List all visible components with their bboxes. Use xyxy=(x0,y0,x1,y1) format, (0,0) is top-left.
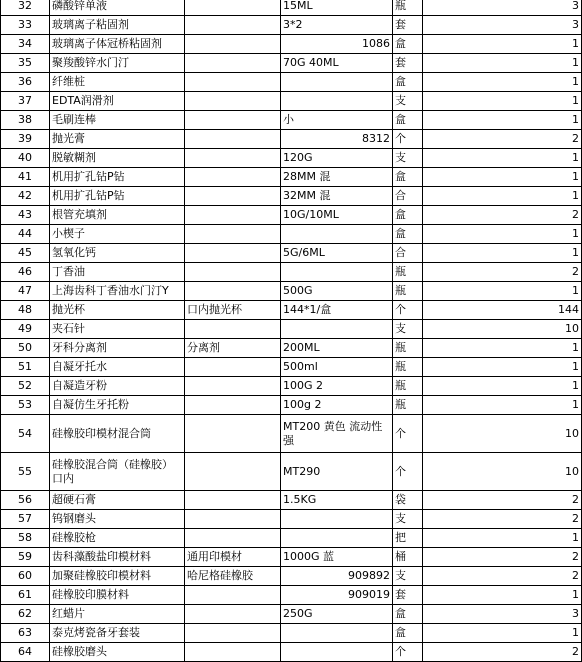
item-name-cell[interactable]: 齿科藻酸盐印模材料 xyxy=(50,548,185,567)
unit-cell[interactable]: 个 xyxy=(393,415,423,453)
package-cell[interactable]: 1086 xyxy=(281,35,393,54)
spec-cell[interactable] xyxy=(185,586,281,605)
table-row[interactable] xyxy=(1,510,582,529)
table-row[interactable] xyxy=(1,263,582,282)
package-cell[interactable] xyxy=(281,643,393,662)
unit-cell[interactable]: 套 xyxy=(393,586,423,605)
item-name-cell[interactable]: 玻璃离子粘固剂 xyxy=(50,16,185,35)
spec-cell[interactable] xyxy=(185,92,281,111)
row-number-cell[interactable]: 46 xyxy=(1,263,50,282)
row-number-cell[interactable]: 56 xyxy=(1,491,50,510)
unit-cell[interactable]: 盒 xyxy=(393,168,423,187)
package-cell[interactable]: 144*1/盒 xyxy=(281,301,393,320)
row-number-cell[interactable]: 52 xyxy=(1,377,50,396)
table-row[interactable] xyxy=(1,605,582,624)
unit-cell[interactable]: 瓶 xyxy=(393,282,423,301)
item-name-cell[interactable]: 自凝牙托水 xyxy=(50,358,185,377)
item-name-cell[interactable]: 脱敏糊剂 xyxy=(50,149,185,168)
package-cell[interactable]: 1000G 蓝 xyxy=(281,548,393,567)
table-row[interactable] xyxy=(1,586,582,605)
package-cell[interactable]: 5G/6ML xyxy=(281,244,393,263)
unit-cell[interactable]: 瓶 xyxy=(393,396,423,415)
spec-cell[interactable]: 哈尼格硅橡胶 xyxy=(185,567,281,586)
row-number-cell[interactable]: 36 xyxy=(1,73,50,92)
unit-cell[interactable]: 袋 xyxy=(393,491,423,510)
spec-cell[interactable] xyxy=(185,187,281,206)
table-row[interactable] xyxy=(1,16,582,35)
quantity-cell[interactable]: 1 xyxy=(423,244,582,263)
package-cell[interactable] xyxy=(281,320,393,339)
spec-cell[interactable] xyxy=(185,491,281,510)
table-row[interactable] xyxy=(1,130,582,149)
row-number-cell[interactable]: 43 xyxy=(1,206,50,225)
package-cell[interactable]: 500ml xyxy=(281,358,393,377)
row-number-cell[interactable]: 49 xyxy=(1,320,50,339)
table-row[interactable] xyxy=(1,643,582,662)
spec-cell[interactable] xyxy=(185,130,281,149)
table-row[interactable] xyxy=(1,149,582,168)
item-name-cell[interactable]: 硅橡胶混合筒（硅橡胶）口内 xyxy=(50,453,185,491)
package-cell[interactable] xyxy=(281,624,393,643)
row-number-cell[interactable]: 61 xyxy=(1,586,50,605)
row-number-cell[interactable]: 44 xyxy=(1,225,50,244)
item-name-cell[interactable]: 磷酸锌单液 xyxy=(50,0,185,16)
quantity-cell[interactable]: 2 xyxy=(423,510,582,529)
item-name-cell[interactable]: 夹石针 xyxy=(50,320,185,339)
spec-cell[interactable] xyxy=(185,529,281,548)
table-row[interactable] xyxy=(1,491,582,510)
package-cell[interactable] xyxy=(281,225,393,244)
quantity-cell[interactable]: 1 xyxy=(423,35,582,54)
row-number-cell[interactable]: 47 xyxy=(1,282,50,301)
row-number-cell[interactable]: 55 xyxy=(1,453,50,491)
spec-cell[interactable]: 口内抛光杯 xyxy=(185,301,281,320)
item-name-cell[interactable]: 自凝造牙粉 xyxy=(50,377,185,396)
table-row[interactable] xyxy=(1,225,582,244)
row-number-cell[interactable]: 64 xyxy=(1,643,50,662)
quantity-cell[interactable]: 1 xyxy=(423,168,582,187)
package-cell[interactable]: 200ML xyxy=(281,339,393,358)
table-row[interactable] xyxy=(1,206,582,225)
table-row[interactable] xyxy=(1,567,582,586)
spec-cell[interactable] xyxy=(185,35,281,54)
item-name-cell[interactable]: 钨钢磨头 xyxy=(50,510,185,529)
row-number-cell[interactable]: 48 xyxy=(1,301,50,320)
item-name-cell[interactable]: 上海齿科丁香油水门汀Y xyxy=(50,282,185,301)
package-cell[interactable]: 909892 xyxy=(281,567,393,586)
row-number-cell[interactable]: 40 xyxy=(1,149,50,168)
spec-cell[interactable] xyxy=(185,415,281,453)
spec-cell[interactable]: 通用印模材 xyxy=(185,548,281,567)
spec-cell[interactable] xyxy=(185,73,281,92)
package-cell[interactable] xyxy=(281,73,393,92)
package-cell[interactable]: 500G xyxy=(281,282,393,301)
package-cell[interactable]: 10G/10ML xyxy=(281,206,393,225)
package-cell[interactable]: 3*2 xyxy=(281,16,393,35)
unit-cell[interactable]: 瓶 xyxy=(393,263,423,282)
unit-cell[interactable]: 套 xyxy=(393,16,423,35)
row-number-cell[interactable]: 45 xyxy=(1,244,50,263)
quantity-cell[interactable]: 144 xyxy=(423,301,582,320)
quantity-cell[interactable]: 1 xyxy=(423,54,582,73)
item-name-cell[interactable]: 纤维桩 xyxy=(50,73,185,92)
table-row[interactable] xyxy=(1,396,582,415)
quantity-cell[interactable]: 2 xyxy=(423,548,582,567)
unit-cell[interactable]: 支 xyxy=(393,567,423,586)
spec-cell[interactable] xyxy=(185,396,281,415)
quantity-cell[interactable]: 1 xyxy=(423,187,582,206)
item-name-cell[interactable]: 硅橡胶枪 xyxy=(50,529,185,548)
table-row[interactable] xyxy=(1,624,582,643)
unit-cell[interactable]: 盒 xyxy=(393,73,423,92)
package-cell[interactable] xyxy=(281,92,393,111)
spec-cell[interactable] xyxy=(185,16,281,35)
package-cell[interactable]: 8312 xyxy=(281,130,393,149)
table-row[interactable] xyxy=(1,548,582,567)
row-number-cell[interactable]: 32 xyxy=(1,0,50,16)
quantity-cell[interactable]: 2 xyxy=(423,491,582,510)
spec-cell[interactable] xyxy=(185,168,281,187)
package-cell[interactable]: 32MM 混 xyxy=(281,187,393,206)
row-number-cell[interactable]: 34 xyxy=(1,35,50,54)
unit-cell[interactable]: 个 xyxy=(393,130,423,149)
row-number-cell[interactable]: 57 xyxy=(1,510,50,529)
table-row[interactable] xyxy=(1,244,582,263)
table-row[interactable] xyxy=(1,187,582,206)
spec-cell[interactable] xyxy=(185,0,281,16)
unit-cell[interactable]: 支 xyxy=(393,149,423,168)
package-cell[interactable]: 909019 xyxy=(281,586,393,605)
unit-cell[interactable]: 瓶 xyxy=(393,377,423,396)
row-number-cell[interactable]: 62 xyxy=(1,605,50,624)
row-number-cell[interactable]: 53 xyxy=(1,396,50,415)
spec-cell[interactable] xyxy=(185,605,281,624)
item-name-cell[interactable]: 泰克烤瓷备牙套装 xyxy=(50,624,185,643)
unit-cell[interactable]: 盒 xyxy=(393,35,423,54)
item-name-cell[interactable]: 硅橡胶印模材混合筒 xyxy=(50,415,185,453)
spec-cell[interactable] xyxy=(185,282,281,301)
unit-cell[interactable]: 合 xyxy=(393,187,423,206)
unit-cell[interactable]: 盒 xyxy=(393,624,423,643)
quantity-cell[interactable]: 1 xyxy=(423,358,582,377)
unit-cell[interactable]: 瓶 xyxy=(393,339,423,358)
item-name-cell[interactable]: 红蜡片 xyxy=(50,605,185,624)
spec-cell[interactable] xyxy=(185,320,281,339)
quantity-cell[interactable]: 2 xyxy=(423,643,582,662)
item-name-cell[interactable]: 毛刷连棒 xyxy=(50,111,185,130)
table-row[interactable] xyxy=(1,415,582,453)
row-number-cell[interactable]: 51 xyxy=(1,358,50,377)
unit-cell[interactable]: 个 xyxy=(393,301,423,320)
package-cell[interactable]: MT200 黄色 流动性强 xyxy=(281,415,393,453)
spec-cell[interactable] xyxy=(185,54,281,73)
package-cell[interactable]: 250G xyxy=(281,605,393,624)
item-name-cell[interactable]: 氢氧化钙 xyxy=(50,244,185,263)
unit-cell[interactable]: 套 xyxy=(393,54,423,73)
quantity-cell[interactable]: 10 xyxy=(423,415,582,453)
unit-cell[interactable]: 把 xyxy=(393,529,423,548)
unit-cell[interactable]: 瓶 xyxy=(393,0,423,16)
quantity-cell[interactable]: 1 xyxy=(423,149,582,168)
quantity-cell[interactable]: 1 xyxy=(423,586,582,605)
table-row[interactable] xyxy=(1,168,582,187)
spec-cell[interactable] xyxy=(185,225,281,244)
table-row[interactable] xyxy=(1,320,582,339)
spec-cell[interactable] xyxy=(185,510,281,529)
package-cell[interactable]: MT290 xyxy=(281,453,393,491)
table-row[interactable] xyxy=(1,0,582,16)
package-cell[interactable]: 100G 2 xyxy=(281,377,393,396)
item-name-cell[interactable]: 玻璃离子体冠桥粘固剂 xyxy=(50,35,185,54)
table-row[interactable] xyxy=(1,54,582,73)
row-number-cell[interactable]: 63 xyxy=(1,624,50,643)
quantity-cell[interactable]: 1 xyxy=(423,225,582,244)
table-row[interactable] xyxy=(1,377,582,396)
table-body xyxy=(1,0,582,662)
table-row[interactable] xyxy=(1,73,582,92)
quantity-cell[interactable]: 2 xyxy=(423,567,582,586)
row-number-cell[interactable]: 39 xyxy=(1,130,50,149)
item-name-cell[interactable]: 加聚硅橡胶印模材料 xyxy=(50,567,185,586)
quantity-cell[interactable]: 2 xyxy=(423,263,582,282)
quantity-cell[interactable]: 3 xyxy=(423,605,582,624)
table-row[interactable] xyxy=(1,358,582,377)
item-name-cell[interactable]: 丁香油 xyxy=(50,263,185,282)
item-name-cell[interactable]: 牙科分离剂 xyxy=(50,339,185,358)
table-row[interactable] xyxy=(1,92,582,111)
item-name-cell[interactable]: 聚羧酸锌水门汀 xyxy=(50,54,185,73)
unit-cell[interactable]: 合 xyxy=(393,244,423,263)
unit-cell[interactable]: 支 xyxy=(393,510,423,529)
quantity-cell[interactable]: 1 xyxy=(423,282,582,301)
quantity-cell[interactable]: 2 xyxy=(423,206,582,225)
unit-cell[interactable]: 盒 xyxy=(393,111,423,130)
unit-cell[interactable]: 盒 xyxy=(393,206,423,225)
quantity-cell[interactable]: 10 xyxy=(423,453,582,491)
spec-cell[interactable] xyxy=(185,149,281,168)
item-name-cell[interactable]: 自凝仿生牙托粉 xyxy=(50,396,185,415)
package-cell[interactable]: 100g 2 xyxy=(281,396,393,415)
quantity-cell[interactable]: 1 xyxy=(423,396,582,415)
table-row[interactable] xyxy=(1,35,582,54)
item-name-cell[interactable]: 抛光杯 xyxy=(50,301,185,320)
package-cell[interactable] xyxy=(281,263,393,282)
quantity-cell[interactable]: 3 xyxy=(423,16,582,35)
quantity-cell[interactable]: 1 xyxy=(423,92,582,111)
item-name-cell[interactable]: 硅橡胶磨头 xyxy=(50,643,185,662)
quantity-cell[interactable]: 3 xyxy=(423,0,582,16)
table-row[interactable] xyxy=(1,282,582,301)
quantity-cell[interactable]: 1 xyxy=(423,111,582,130)
item-name-cell[interactable]: 抛光膏 xyxy=(50,130,185,149)
item-name-cell[interactable]: 机用扩孔钻P钻 xyxy=(50,168,185,187)
item-name-cell[interactable]: 超硬石膏 xyxy=(50,491,185,510)
row-number-cell[interactable]: 41 xyxy=(1,168,50,187)
package-cell[interactable] xyxy=(281,510,393,529)
spec-cell[interactable] xyxy=(185,624,281,643)
spec-cell[interactable] xyxy=(185,206,281,225)
quantity-cell[interactable]: 1 xyxy=(423,377,582,396)
row-number-cell[interactable]: 37 xyxy=(1,92,50,111)
unit-cell[interactable]: 支 xyxy=(393,320,423,339)
spec-cell[interactable] xyxy=(185,453,281,491)
item-name-cell[interactable]: 机用扩孔钻P钻 xyxy=(50,187,185,206)
package-cell[interactable]: 1.5KG xyxy=(281,491,393,510)
row-number-cell[interactable]: 50 xyxy=(1,339,50,358)
quantity-cell[interactable]: 1 xyxy=(423,624,582,643)
table-row[interactable] xyxy=(1,301,582,320)
unit-cell[interactable]: 个 xyxy=(393,453,423,491)
unit-cell[interactable]: 瓶 xyxy=(393,358,423,377)
row-number-cell[interactable]: 54 xyxy=(1,415,50,453)
table-row[interactable] xyxy=(1,111,582,130)
row-number-cell[interactable]: 33 xyxy=(1,16,50,35)
table-row[interactable] xyxy=(1,339,582,358)
package-cell[interactable]: 70G 40ML xyxy=(281,54,393,73)
item-name-cell[interactable]: 小楔子 xyxy=(50,225,185,244)
spec-cell[interactable] xyxy=(185,263,281,282)
spec-cell[interactable] xyxy=(185,643,281,662)
spec-cell[interactable] xyxy=(185,111,281,130)
quantity-cell[interactable]: 1 xyxy=(423,73,582,92)
spec-cell[interactable] xyxy=(185,377,281,396)
quantity-cell[interactable]: 1 xyxy=(423,339,582,358)
package-cell[interactable]: 28MM 混 xyxy=(281,168,393,187)
unit-cell[interactable]: 桶 xyxy=(393,548,423,567)
spec-cell[interactable]: 分离剂 xyxy=(185,339,281,358)
unit-cell[interactable]: 个 xyxy=(393,643,423,662)
spec-cell[interactable] xyxy=(185,244,281,263)
package-cell[interactable]: 120G xyxy=(281,149,393,168)
unit-cell[interactable]: 支 xyxy=(393,92,423,111)
row-number-cell[interactable]: 38 xyxy=(1,111,50,130)
row-number-cell[interactable]: 60 xyxy=(1,567,50,586)
item-name-cell[interactable]: EDTA润滑剂 xyxy=(50,92,185,111)
row-number-cell[interactable]: 59 xyxy=(1,548,50,567)
row-number-cell[interactable]: 42 xyxy=(1,187,50,206)
spec-cell[interactable] xyxy=(185,358,281,377)
row-number-cell[interactable]: 35 xyxy=(1,54,50,73)
package-cell[interactable]: 15ML xyxy=(281,0,393,16)
quantity-cell[interactable]: 2 xyxy=(423,130,582,149)
item-name-cell[interactable]: 硅橡胶印膜材料 xyxy=(50,586,185,605)
quantity-cell[interactable]: 1 xyxy=(423,529,582,548)
unit-cell[interactable]: 盒 xyxy=(393,225,423,244)
table-row[interactable] xyxy=(1,453,582,491)
row-number-cell[interactable]: 58 xyxy=(1,529,50,548)
quantity-cell[interactable]: 10 xyxy=(423,320,582,339)
unit-cell[interactable]: 盒 xyxy=(393,605,423,624)
item-name-cell[interactable]: 根管充填剂 xyxy=(50,206,185,225)
package-cell[interactable] xyxy=(281,529,393,548)
table-row[interactable] xyxy=(1,529,582,548)
package-cell[interactable]: 小 xyxy=(281,111,393,130)
